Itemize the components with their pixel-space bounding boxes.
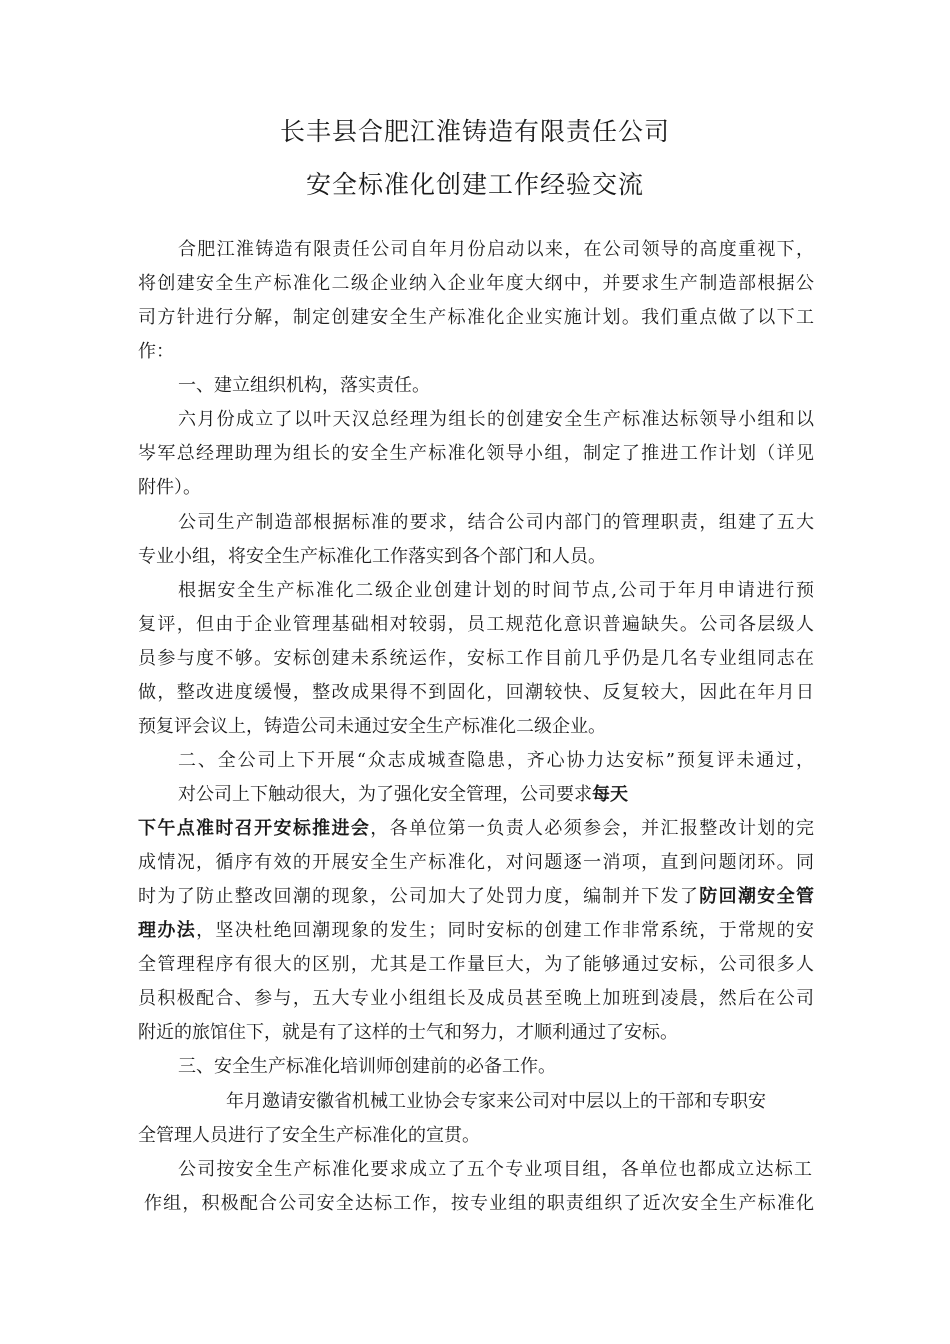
paragraph-line: 成情况，循序有效的开展安全生产标准化，对问题逐一消项，直到问题闭环。同 (138, 852, 814, 873)
paragraph-line: 合肥江淮铸造有限责任公司自年月份启动以来，在公司领导的高度重视下， (178, 239, 814, 260)
document-title-line-1: 长丰县合肥江淮铸造有限责任公司 (279, 117, 670, 146)
document-title-line-2: 安全标准化创建工作经验交流 (305, 170, 644, 199)
paragraph-text: 对公司上下触动很大，为了强化安全管理，公司要求 (178, 784, 592, 805)
paragraph-text: ，坚决杜绝回潮现象的发生；同时安标的创建工作非常系统，于常规的安 (196, 920, 814, 941)
paragraph-line: 作组，积极配合公司安全达标工作，按专业组的职责组织了近次安全生产标准化 (144, 1193, 814, 1214)
paragraph-line: 做，整改进度缓慢，整改成果得不到固化，回潮较快、反复较大，因此在年月日 (138, 682, 814, 703)
emphasis-text: 理办法 (138, 920, 197, 941)
paragraph-line: 年月邀请安徽省机械工业协会专家来公司对中层以上的干部和专职安 (226, 1091, 766, 1112)
paragraph-text: 时为了防止整改回潮的现象，公司加大了处罚力度，编制并下发了 (138, 886, 700, 907)
paragraph-line: 专业小组，将安全生产标准化工作落实到各个部门和人员。 (138, 546, 606, 567)
paragraph-line (138, 919, 814, 943)
paragraph-line: 员积极配合、参与，五大专业小组组长及成员甚至晚上加班到凌晨，然后在公司 (138, 988, 814, 1009)
section-heading-1: 一、建立组织机构，落实责任。 (178, 375, 430, 396)
paragraph-line: 将创建安全生产标准化二级企业纳入企业年度大纲中，并要求生产制造部根据公 (138, 273, 814, 294)
paragraph-line: 员参与度不够。安标创建未系统运作，安标工作目前几乎仍是几名专业组同志在 (138, 648, 814, 669)
paragraph-line: 司方针进行分解，制定创建安全生产标准化企业实施计划。我们重点做了以下工 (138, 307, 814, 328)
emphasis-text: 防回潮安全管 (699, 886, 814, 907)
paragraph-line: 全管理程序有很大的区别，尤其是工作量巨大，为了能够通过安标，公司很多人 (138, 954, 814, 975)
paragraph-line: 附近的旅馆住下，就是有了这样的士气和努力，才顺利通过了安标。 (138, 1022, 678, 1043)
paragraph-line: 全管理人员进行了安全生产标准化的宣贯。 (138, 1125, 480, 1146)
emphasis-text: 下午点准时召开安标推进会 (138, 818, 371, 839)
paragraph-line: 岑军总经理助理为组长的安全生产标准化领导小组，制定了推进工作计划（详见 (138, 443, 814, 464)
paragraph-line (178, 783, 628, 807)
paragraph-text: ，各单位第一负责人必须参会，并汇报整改计划的完 (370, 818, 814, 839)
section-heading-3: 三、安全生产标准化培训师创建前的必备工作。 (178, 1056, 556, 1077)
paragraph-line: 复评，但由于企业管理基础相对较弱，员工规范化意识普遍缺失。公司各层级人 (138, 614, 814, 635)
paragraph-line (138, 817, 814, 841)
paragraph-line: 附件）。 (138, 477, 201, 498)
paragraph-line: 预复评会议上，铸造公司未通过安全生产标准化二级企业。 (138, 716, 606, 737)
paragraph-line: 根据安全生产标准化二级企业创建计划的时间节点,公司于年月申请进行预 (178, 580, 814, 601)
paragraph-line: 六月份成立了以叶天汉总经理为组长的创建安全生产标准达标领导小组和以 (178, 409, 814, 430)
paragraph-line: 公司按安全生产标准化要求成立了五个专业项目组，各单位也都成立达标工 (178, 1159, 812, 1180)
emphasis-text: 每天 (592, 784, 628, 805)
section-heading-2: 二、全公司上下开展“众志成城查隐患，齐心协力达安标”预复评未通过， (178, 750, 814, 771)
paragraph-line (138, 885, 814, 909)
paragraph-line: 作： (138, 341, 174, 362)
paragraph-line: 公司生产制造部根据标准的要求，结合公司内部门的管理职责，组建了五大 (178, 512, 814, 533)
